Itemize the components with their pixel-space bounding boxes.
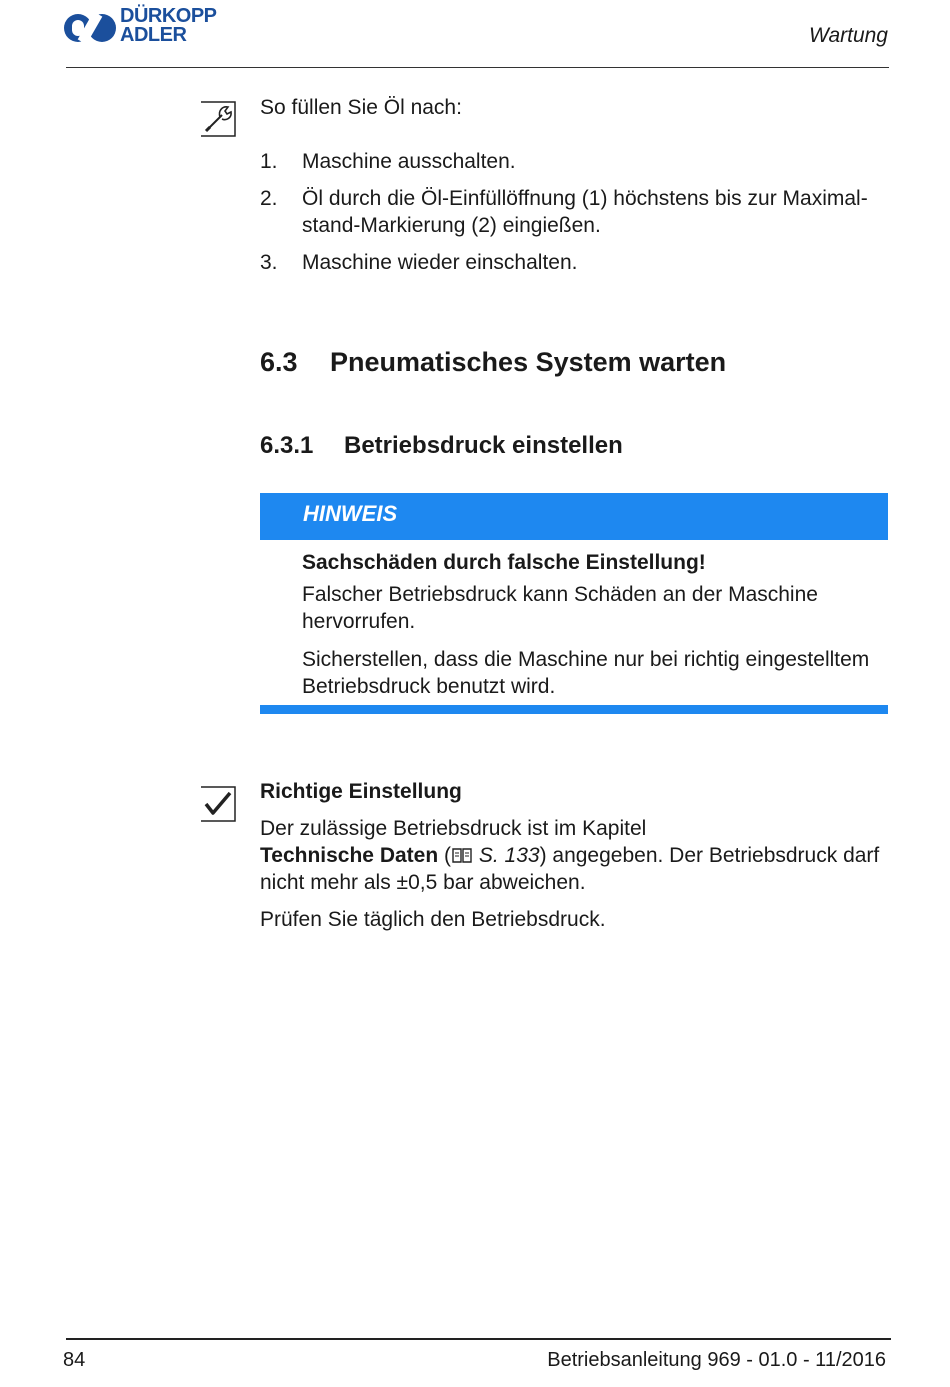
brand-line-2: ADLER	[120, 24, 187, 46]
section-number: 6.3	[260, 347, 298, 377]
tip-text: ) angegeben. Der Betriebsdruck darf nicht mehr als ±0,5 bar abweichen.	[260, 844, 880, 894]
tip-paragraph: Prüfen Sie täglich den Betriebsdruck.	[260, 908, 606, 931]
document-id: Betriebsanleitung 969 - 01.0 - 11/2016	[547, 1349, 886, 1371]
notice-label: HINWEIS	[303, 501, 398, 526]
brand-name	[120, 7, 217, 45]
subsection-heading-text: Betriebsdruck einstellen	[344, 432, 623, 459]
tip-title: Richtige Einstellung	[260, 780, 462, 803]
page-number: 84	[63, 1349, 86, 1371]
page-reference-link[interactable]: S. 133	[473, 844, 540, 867]
tip-text: (	[438, 844, 451, 867]
wrench-icon	[200, 101, 236, 137]
step-text: Maschine wieder einschalten.	[302, 251, 578, 274]
footer-divider	[66, 1338, 891, 1340]
step-list	[260, 148, 900, 286]
list-item	[260, 249, 900, 276]
step-text: Öl durch die Öl-Einfüllöffnung (1) höchstens bis zur Maximal-stand-Markierung (2) eingießen.	[302, 187, 868, 237]
book-icon	[451, 846, 473, 864]
notice-bottom-bar	[260, 705, 888, 714]
brand-line-1: DÜRKOPP	[120, 5, 217, 27]
step-text: Maschine ausschalten.	[302, 150, 516, 173]
notice-paragraph: Sicherstellen, dass die Maschine nur bei richtig eingestelltem Betriebsdruck benutzt wird.	[302, 648, 870, 698]
section-heading	[260, 347, 726, 378]
list-item	[260, 185, 900, 239]
instruction-heading: So füllen Sie Öl nach:	[260, 96, 462, 119]
section-heading-text: Pneumatisches System warten	[330, 347, 727, 377]
chapter-reference: Technische Daten	[260, 844, 439, 867]
subsection-heading	[260, 432, 623, 460]
tip-text: Der zulässige Betriebsdruck ist im Kapitel	[260, 817, 647, 840]
step-number: 3.	[260, 251, 278, 274]
notice-paragraph: Falscher Betriebsdruck kann Schäden an der Maschine hervorrufen.	[302, 583, 818, 633]
checkmark-icon	[200, 786, 236, 822]
tip-paragraph	[260, 815, 888, 896]
subsection-number: 6.3.1	[260, 432, 314, 459]
notice-title: Sachschäden durch falsche Einstellung!	[302, 551, 706, 574]
header-divider	[66, 67, 889, 68]
step-number: 1.	[260, 150, 278, 173]
section-title: Wartung	[809, 24, 888, 47]
list-item	[260, 148, 900, 175]
step-number: 2.	[260, 187, 278, 210]
